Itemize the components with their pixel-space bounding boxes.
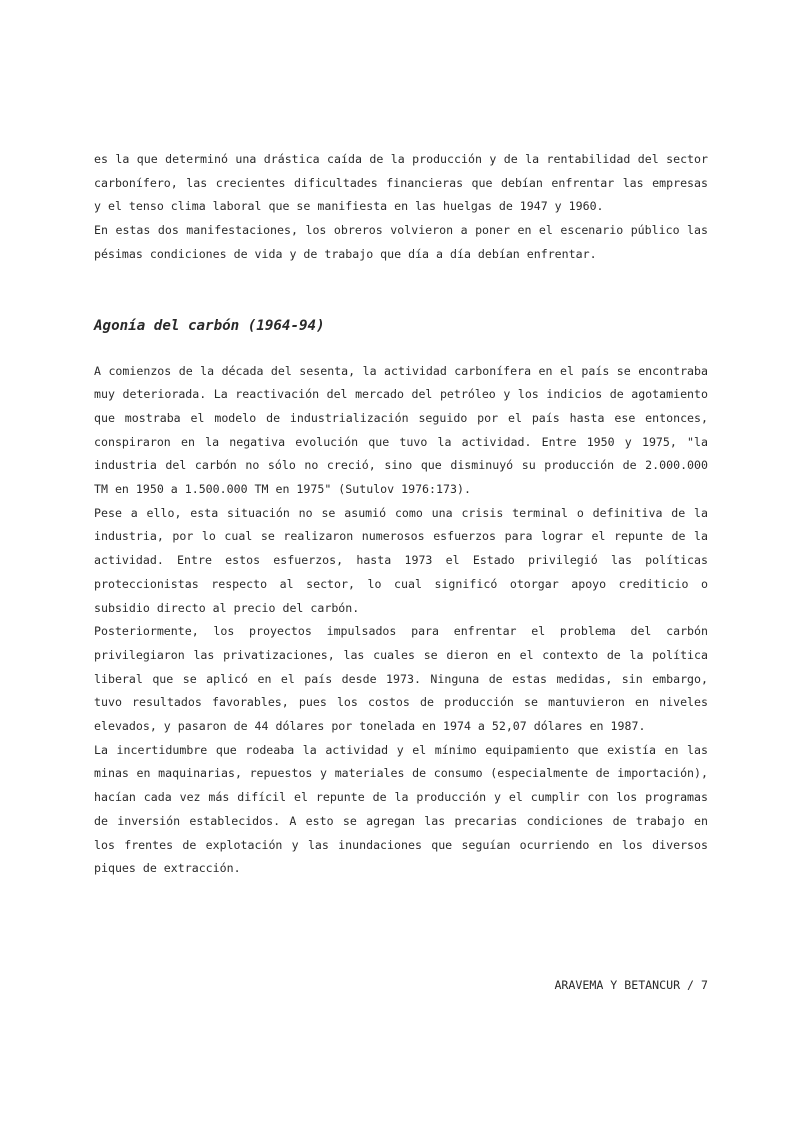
paragraph: En estas dos manifestaciones, los obreros volvieron a poner en el escenario público las pésimas condiciones de vida y de trabajo que día a día debían enfrentar. bbox=[94, 223, 708, 261]
paragraph: es la que determinó una drástica caída de la producción y de la rentabilidad del sector carbonífero, las crecientes dificultades financieras que debían enfrentar las empresas y el tenso clima laboral que se manifiesta en las huelgas de 1947 y 1960. bbox=[94, 152, 708, 214]
paragraph: Posteriormente, los proyectos impulsados para enfrentar el problema del carbón privilegiaron las privatizaciones, las cuales se dieron en el contexto de la política liberal que se aplicó en el país desde 1973. Ninguna de estas medidas, sin embargo, tuvo resultados favorables, pues los costos de producción se mantuvieron en niveles elevados, y pasaron de 44 dólares por tonelada en 1974 a 52,07 dólares en 1987. bbox=[94, 624, 708, 734]
intro-section bbox=[94, 148, 708, 267]
paragraph: Pese a ello, esta situación no se asumió como una crisis terminal o definitiva de la industria, por lo cual se realizaron numerosos esfuerzos para lograr el repunte de la actividad. Entre estos esfuerzos, hasta 1973 el Estado privilegió las políticas proteccionistas respecto al sector, lo cual significó otorgar apoyo crediticio o subsidio directo al precio del carbón. bbox=[94, 505, 708, 615]
running-footer: ARAVEMA Y BETANCUR / 7 bbox=[554, 978, 708, 992]
paragraph: La incertidumbre que rodeaba la actividad y el mínimo equipamiento que existía en las minas en maquinarias, repuestos y materiales de consumo (especialmente de importación), hacían cada vez más difícil el repunte de la producción y el cumplir con los programas de inversión establecidos. A esto se agregan las precarias condiciones de trabajo en los frentes de explotación y las inundaciones que seguían ocurriendo en los diversos piques de extracción. bbox=[94, 742, 708, 876]
section-body bbox=[94, 360, 708, 881]
document-page bbox=[94, 148, 708, 881]
paragraph: A comienzos de la década del sesenta, la actividad carbonífera en el país se encontraba muy deteriorada. La reactivación del mercado del petróleo y los indicios de agotamiento que mostraba el modelo de industrialización seguido por el país hasta ese entonces, conspiraron en la negativa evolución que tuvo la actividad. Entre 1950 y 1975, "la industria del carbón no sólo no creció, sino que disminuyó su producción de 2.000.000 TM en 1950 a 1.500.000 TM en 1975" (Sutulov 1976:173). bbox=[94, 363, 708, 497]
section-heading: Agonía del carbón (1964-94) bbox=[94, 317, 325, 334]
